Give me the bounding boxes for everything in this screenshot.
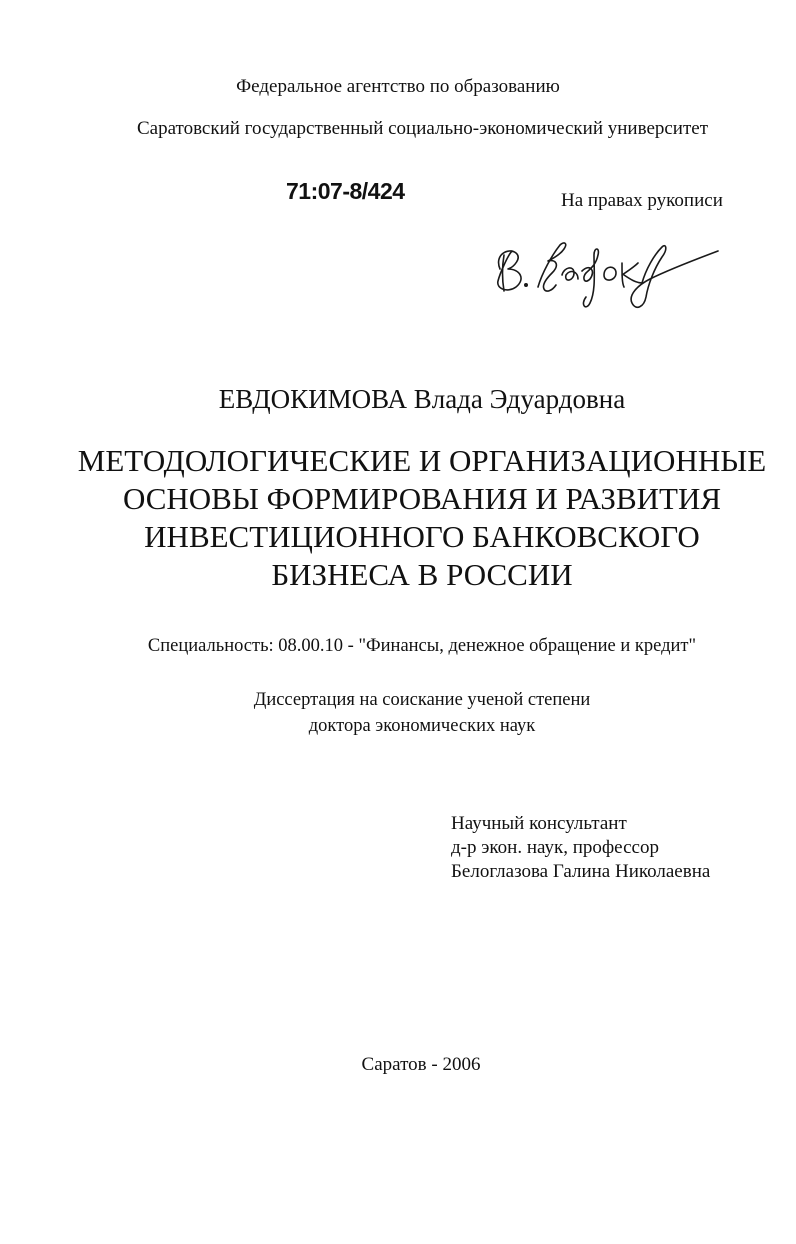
library-code: 71:07-8/424 [286,178,405,204]
university-name: Саратовский государственный социально-экономический университет [136,118,709,139]
dissertation-title [0,442,796,594]
consultant-degree: д-р экон. наук, профессор [451,837,659,858]
title-line: ОСНОВЫ ФОРМИРОВАНИЯ И РАЗВИТИЯ [122,481,722,516]
specialty: Специальность: 08.00.10 - "Финансы, денежное обращение и кредит" [147,636,697,656]
author-name: ЕВДОКИМОВА Влада Эдуардовна [218,384,626,414]
scientific-consultant [451,812,710,884]
title-line: БИЗНЕСА В РОССИИ [271,557,573,592]
manuscript-rights-note: На правах рукописи [561,190,723,211]
city-year: Саратов - 2006 [361,1054,481,1075]
title-line: МЕТОДОЛОГИЧЕСКИЕ И ОРГАНИЗАЦИОННЫЕ [77,443,767,478]
title-line: ИНВЕСТИЦИОННОГО БАНКОВСКОГО [144,519,700,554]
degree-sought: доктора экономических наук [308,716,536,736]
handwritten-signature [486,225,726,315]
dissertation-type: Диссертация на соискание ученой степени [253,690,591,710]
consultant-name: Белоглазова Галина Николаевна [451,861,711,882]
consultant-role: Научный консультант [451,813,627,834]
agency-name: Федеральное агентство по образованию [236,76,560,97]
